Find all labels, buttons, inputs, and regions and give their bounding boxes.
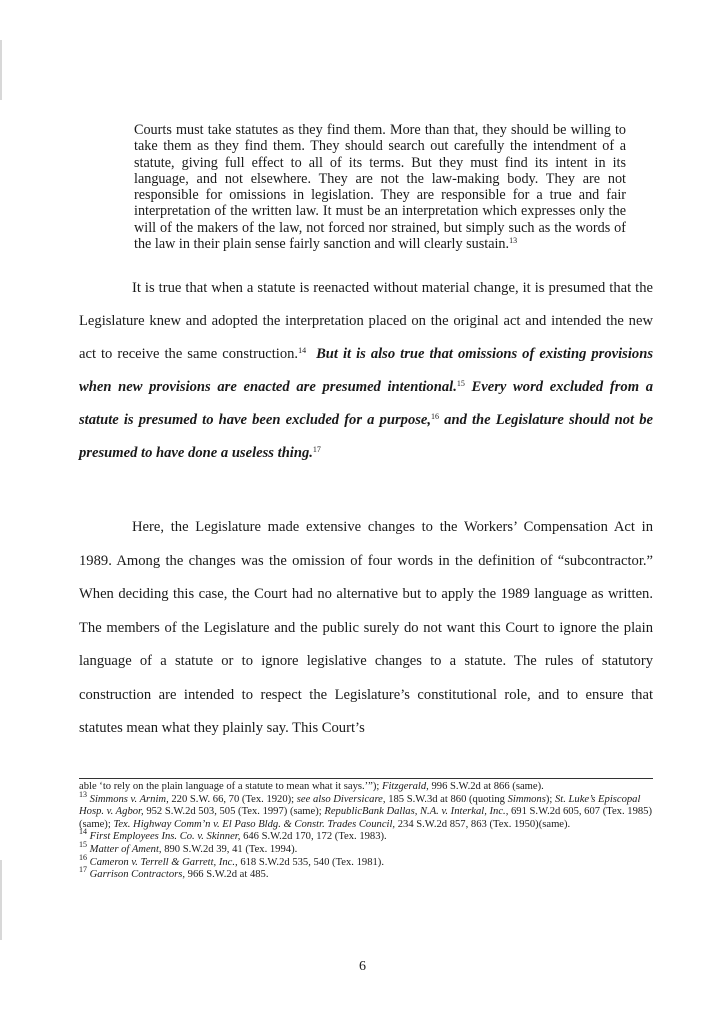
emphasized-text: Every word excluded from a statute is presumed to have been excluded for a purpose, (79, 379, 654, 428)
emphasized-text: and the Legislature should not be presumed to have done a useless thing. (79, 412, 653, 461)
scan-edge-mark (0, 40, 2, 100)
footnote-16: $^{16}$ Cameron v. Terrell & Garrett, Inc., 618 S.W.2d 535, 540 (Tex. 1981). (79, 852, 384, 868)
footnote-ref: 17 (312, 445, 321, 454)
footnote-ref: 14 (298, 346, 307, 355)
scan-edge-mark (0, 860, 2, 940)
footnote-ref: 16 (431, 412, 440, 421)
page-number: 6 (359, 959, 366, 974)
block-quote-text: Courts must take statutes as they find them. More than that, they should be willing to take them as they find them. They should search out carefully the intendment of a statute, giving full effect to all of its terms. But they must find its intent in its language, and not elsewhere. They are not the law-making body. They are not responsible for omissions in legislation. They are responsible for a true and fair interpretation of the written law. It must be an interpretation which expresses only the will of the makers of the law, not forced nor strained, but simply such as the words of the law in their plain sense fairly sanction and will clearly sustain. (134, 122, 626, 253)
footnotes (79, 781, 653, 882)
footnote-divider (79, 778, 653, 779)
footnote-15: $^{15}$ Matter of Ament, 890 S.W.2d 39, 41 (Tex. 1994). (79, 839, 298, 855)
block-quote (134, 122, 626, 252)
footnote-17: $^{17}$ Garrison Contractors, 966 S.W.2d at 485. (79, 865, 269, 881)
footnote-ref: 13 (509, 236, 518, 246)
footnote-ref: 15 (456, 379, 465, 388)
footnote-13: $^{13}$ Simmons v. Arnim, 220 S.W. 66, 70 (Tex. 1920); see also Diversicare, 185 S.W.3d at 860 (quoting Simmons); St. Luke’s Episcopal Hosp. v. Agbor, 952 S.W.2d 503, 505 (Tex. 1997) (same); RepublicBank Dallas, N.A. v. Interkal, Inc., 691 S.W.2d 605, 607 (Tex. 1985) (same); Tex. Highway Comm’n v. El Paso Bldg. & Constr. Trades Council, 234 S.W.2d 857, 863 (Tex. 1950)(same). (79, 789, 652, 830)
paragraph-text: Here, the Legislature made extensive changes to the Workers’ Compensation Act in 1989. Among the changes was the omission of four words in the definition of “subcontractor.” When deciding this case, the Court had no alternative but to apply the 1989 language as written. The members of the Legislature and the public surely do not want this Court to ignore the plain language of a statute or to ignore legislative changes to a statute. The rules of statutory construction are intended to respect the Legislature’s constitutional role, and to ensure that statutes mean what they plainly say. This Court’s (79, 519, 653, 736)
footnote-continuation: able ‘to rely on the plain language of a statute to mean what it says.’”); Fitzgerald, 996 S.W.2d at 866 (same). (79, 781, 544, 792)
body-paragraph (79, 272, 653, 470)
body-paragraph (79, 511, 653, 746)
footnote-14: $^{14}$ First Employees Ins. Co. v. Skinner, 646 S.W.2d 170, 172 (Tex. 1983). (79, 827, 387, 843)
emphasized-text: But it is also true that omissions of existing provisions when new provisions are enacted are presumed intentional. (79, 346, 653, 395)
paragraph-text: It is true that when a statute is reenacted without material change, it is presumed that the Legislature knew and adopted the interpretation placed on the original act and intended the new act to receive the same construction. (79, 280, 653, 362)
